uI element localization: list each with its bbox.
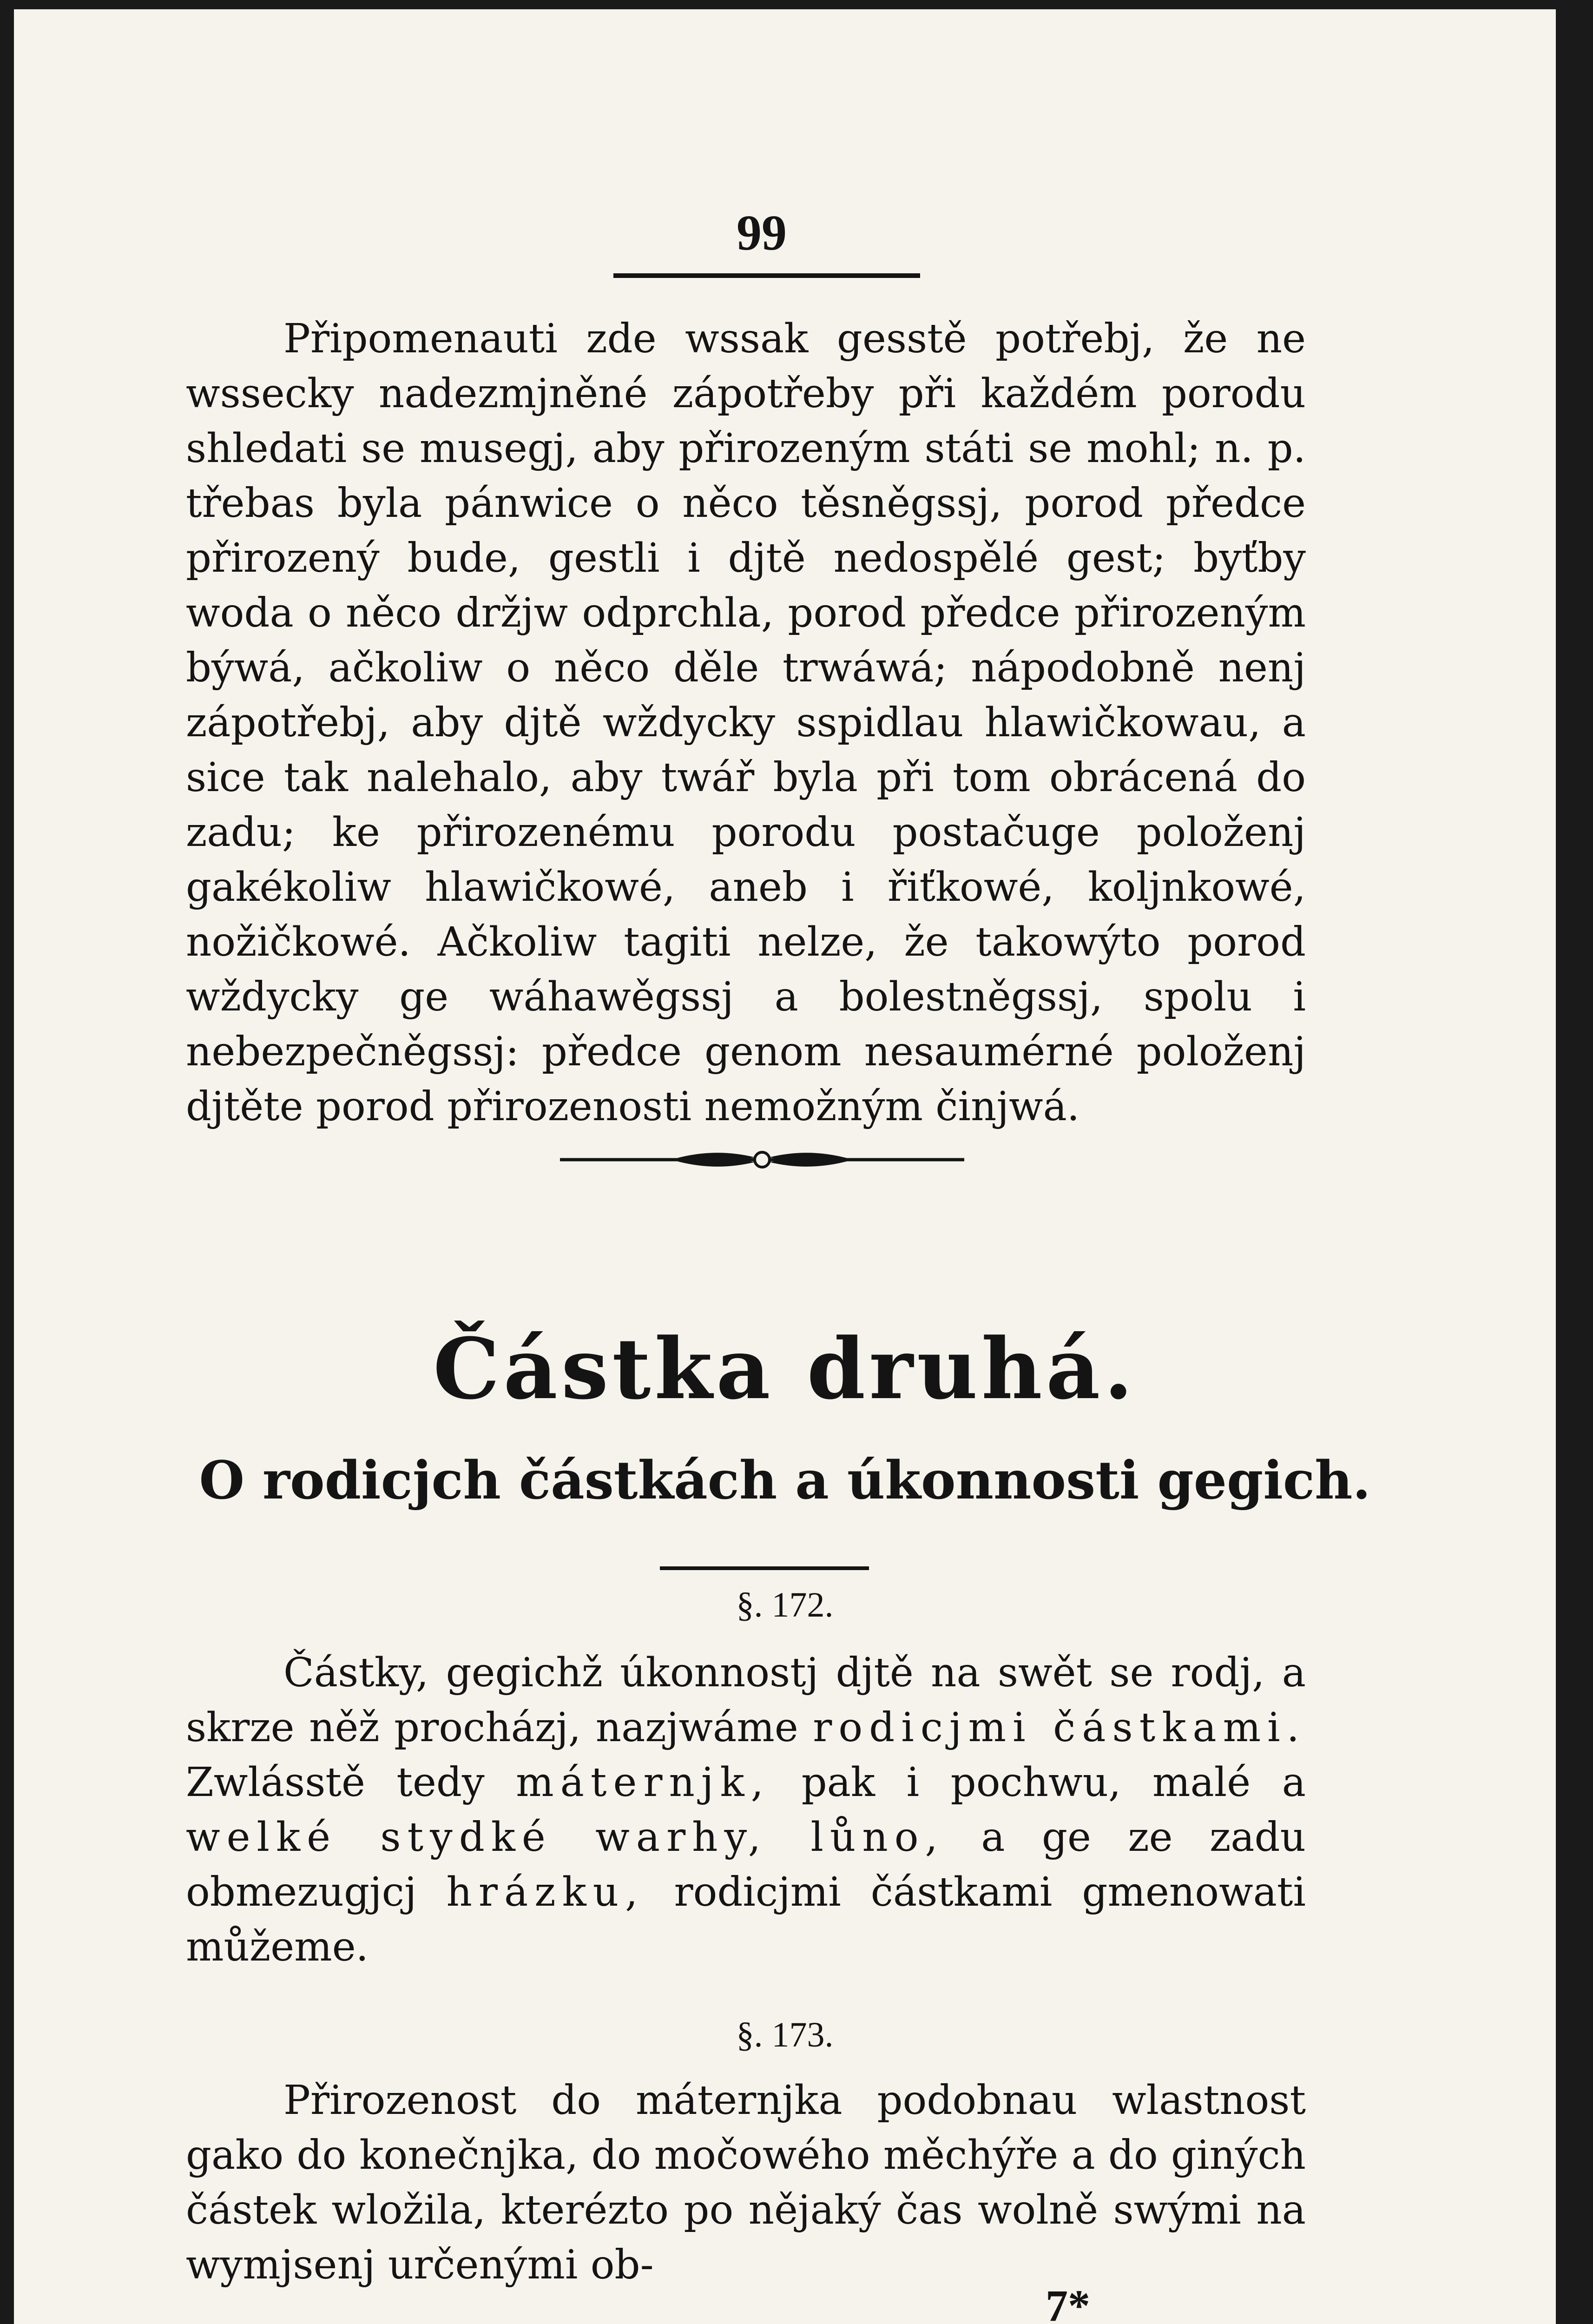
- paragraph-173: Přirozenost do máternjka podobnau wlastnost gako do konečnjka, do močowého měchýře a do giných částek wložila, kterézto po nějaký čas wolně swými na wymjsenj určenými ob-: [186, 2077, 1306, 2288]
- part-title: Částka druhá.: [433, 1320, 1137, 1418]
- page-number: 99: [737, 205, 787, 261]
- paragraph-intro: Připomenauti zde wssak gesstě potřebj, že ne wssecky nadezmjněné zápotřeby při každém porodu shledati se musegj, aby přirozeným státi se mohl; n. p. třebas byla pánwice o něco těsněgssj, porod předce přirozený bude, gestli i djtě nedospělé gest; byťby woda o něco držjw odprchla, porod předce přirozeným býwá, ačkoliw o něco děle trwáwá; nápodobně nenj zápotřebj, aby djtě wždycky sspidlau hlawičkowau, a sice tak nalehalo, aby twář byla při tom obrácená do zadu; ke přirozenému porodu postačuge položenj gakékoliw hlawičkowé, aneb i řiťkowé, koljnkowé, nožičkowé. Ačkoliw tagiti nelze, že takowýto porod wždycky ge wáhawěgssj a bolestněgssj, spolu i nebezpečněgssj: předce genom nesaumérné položenj djtěte porod přirozenosti nemožným činjwá.: [186, 316, 1306, 1130]
- section-number-172: §. 172.: [736, 1585, 834, 1624]
- header-rule: [613, 273, 920, 278]
- paragraph-172: Částky, gegichž úkonnostj djtě na swět se rodj, a skrze něž procházj, nazjwáme rodicjmi částkami. Zwlásstě tedy máternjk, pak i pochwu, malé a welké stydké warhy, lůno, a ge ze zadu obmezugjcj hrázku, rodicjmi částkami gmenowati můžeme.: [186, 1650, 1306, 1970]
- part-subtitle: O rodicjch částkách a úkonnosti gegich.: [199, 1450, 1371, 1511]
- emphasis-term: máternjk,: [516, 1759, 770, 1806]
- emphasis-term: hrázku,: [446, 1869, 645, 1915]
- emphasis-term: welké stydké warhy, lůno,: [186, 1814, 944, 1861]
- signature-mark: 7*: [1046, 2281, 1090, 2324]
- book-page: [14, 9, 1556, 2324]
- subtitle-rule: [660, 1566, 869, 1570]
- section-number-173: §. 173.: [736, 2015, 834, 2054]
- emphasis-term: rodicjmi částkami.: [813, 1704, 1306, 1751]
- ornament-divider: [560, 1139, 964, 1181]
